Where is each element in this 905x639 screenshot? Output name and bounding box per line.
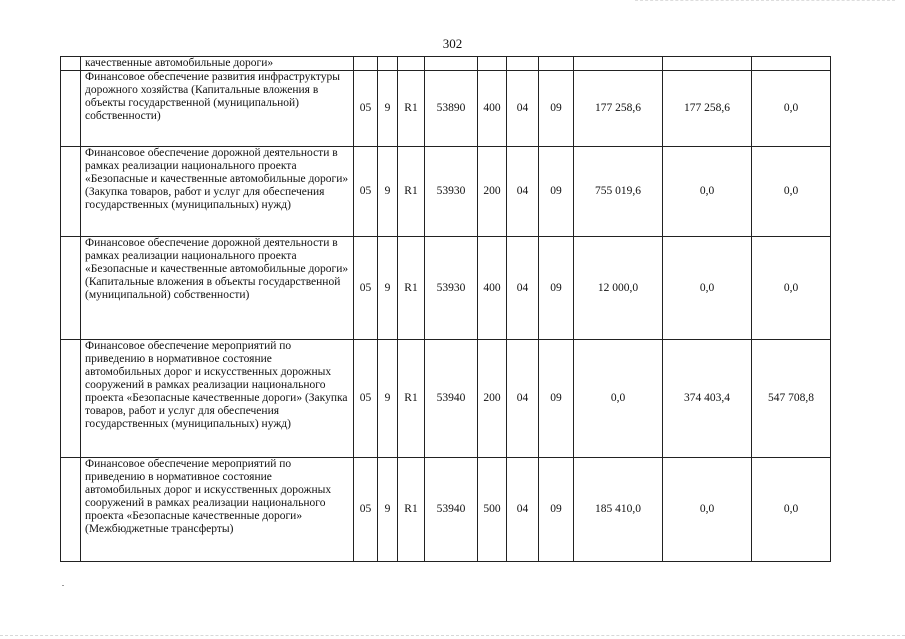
pr2-cell: 09 xyxy=(539,147,574,237)
sum-year1-cell: 0,0 xyxy=(574,340,663,458)
rz-cell: 05 xyxy=(354,71,378,147)
sum-year2-cell: 0,0 xyxy=(663,458,752,562)
row-index-cell xyxy=(61,340,81,458)
r-cell: 04 xyxy=(507,340,539,458)
r-cell: 04 xyxy=(507,147,539,237)
sum-year2-cell: 374 403,4 xyxy=(663,340,752,458)
table-row xyxy=(61,458,831,562)
r-cell: 04 xyxy=(507,71,539,147)
vr-cell xyxy=(478,57,507,71)
code-cell: 53940 xyxy=(425,340,478,458)
rz-cell xyxy=(354,57,378,71)
rz-cell: 05 xyxy=(354,147,378,237)
sum-year3-cell: 0,0 xyxy=(752,237,831,340)
pr2-cell: 09 xyxy=(539,340,574,458)
sum-year1-cell: 12 000,0 xyxy=(574,237,663,340)
budget-table xyxy=(60,56,831,562)
num-cell: 9 xyxy=(378,71,398,147)
page-number: 302 xyxy=(442,36,463,51)
rz-cell: 05 xyxy=(354,340,378,458)
r-cell: 04 xyxy=(507,458,539,562)
sum-year2-cell xyxy=(663,57,752,71)
sum-year2-cell: 177 258,6 xyxy=(663,71,752,147)
num-cell: 9 xyxy=(378,237,398,340)
table-row xyxy=(61,340,831,458)
row-index-cell xyxy=(61,57,81,71)
sum-year3-cell: 0,0 xyxy=(752,71,831,147)
pr-cell: R1 xyxy=(398,237,425,340)
scan-artifact-top xyxy=(635,0,895,2)
table-row xyxy=(61,71,831,147)
sum-year3-cell xyxy=(752,57,831,71)
sum-year1-cell: 185 410,0 xyxy=(574,458,663,562)
num-cell: 9 xyxy=(378,340,398,458)
r-cell xyxy=(507,57,539,71)
vr-cell: 400 xyxy=(478,71,507,147)
code-cell: 53890 xyxy=(425,71,478,147)
description-cell: Финансовое обеспечение дорожной деятельности в рамках реализации национального проекта «Безопасные и качественные автомобильные дороги» (Капитальные вложения в объекты государственной (муниципальной) собственности) xyxy=(81,237,354,340)
pr-cell: R1 xyxy=(398,340,425,458)
pr-cell xyxy=(398,57,425,71)
row-index-cell xyxy=(61,147,81,237)
code-cell: 53930 xyxy=(425,237,478,340)
pr2-cell: 09 xyxy=(539,458,574,562)
sum-year1-cell: 177 258,6 xyxy=(574,71,663,147)
table-row xyxy=(61,147,831,237)
num-cell: 9 xyxy=(378,458,398,562)
pr2-cell: 09 xyxy=(539,71,574,147)
table-row xyxy=(61,57,831,71)
vr-cell: 200 xyxy=(478,147,507,237)
description-cell: Финансовое обеспечение дорожной деятельности в рамках реализации национального проекта «Безопасные и качественные автомобильные дороги» (Закупка товаров, работ и услуг для обеспечения государственных (муниципальных) нужд) xyxy=(81,147,354,237)
vr-cell: 200 xyxy=(478,340,507,458)
description-cell: Финансовое обеспечение мероприятий по приведению в нормативное состояние автомобильных дорог и искусственных дорожных сооружений в рамках реализации национального проекта «Безопасные качественные дороги» (Межбюджетные трансферты) xyxy=(81,458,354,562)
sum-year1-cell xyxy=(574,57,663,71)
sum-year2-cell: 0,0 xyxy=(663,147,752,237)
code-cell: 53940 xyxy=(425,458,478,562)
code-cell xyxy=(425,57,478,71)
row-index-cell xyxy=(61,71,81,147)
pr-cell: R1 xyxy=(398,71,425,147)
pr2-cell: 09 xyxy=(539,237,574,340)
scan-speck xyxy=(62,585,64,586)
row-index-cell xyxy=(61,458,81,562)
description-cell: качественные автомобильные дороги» xyxy=(81,57,354,71)
rz-cell: 05 xyxy=(354,237,378,340)
r-cell: 04 xyxy=(507,237,539,340)
sum-year3-cell: 0,0 xyxy=(752,147,831,237)
num-cell: 9 xyxy=(378,147,398,237)
sum-year3-cell: 547 708,8 xyxy=(752,340,831,458)
description-cell: Финансовое обеспечение мероприятий по приведению в нормативное состояние автомобильных дорог и искусственных дорожных сооружений в рамках реализации национального проекта «Безопасные качественные дороги» (Закупка товаров, работ и услуг для обеспечения государственных (муниципальных) нужд) xyxy=(81,340,354,458)
pr-cell: R1 xyxy=(398,458,425,562)
description-cell: Финансовое обеспечение развития инфраструктуры дорожного хозяйства (Капитальные вложения в объекты государственной (муниципальной) собственности) xyxy=(81,71,354,147)
row-index-cell xyxy=(61,237,81,340)
table-row xyxy=(61,237,831,340)
num-cell xyxy=(378,57,398,71)
sum-year3-cell: 0,0 xyxy=(752,458,831,562)
rz-cell: 05 xyxy=(354,458,378,562)
sum-year1-cell: 755 019,6 xyxy=(574,147,663,237)
sum-year2-cell: 0,0 xyxy=(663,237,752,340)
vr-cell: 500 xyxy=(478,458,507,562)
pr2-cell xyxy=(539,57,574,71)
pr-cell: R1 xyxy=(398,147,425,237)
scan-artifact-bottom xyxy=(0,635,905,637)
vr-cell: 400 xyxy=(478,237,507,340)
code-cell: 53930 xyxy=(425,147,478,237)
